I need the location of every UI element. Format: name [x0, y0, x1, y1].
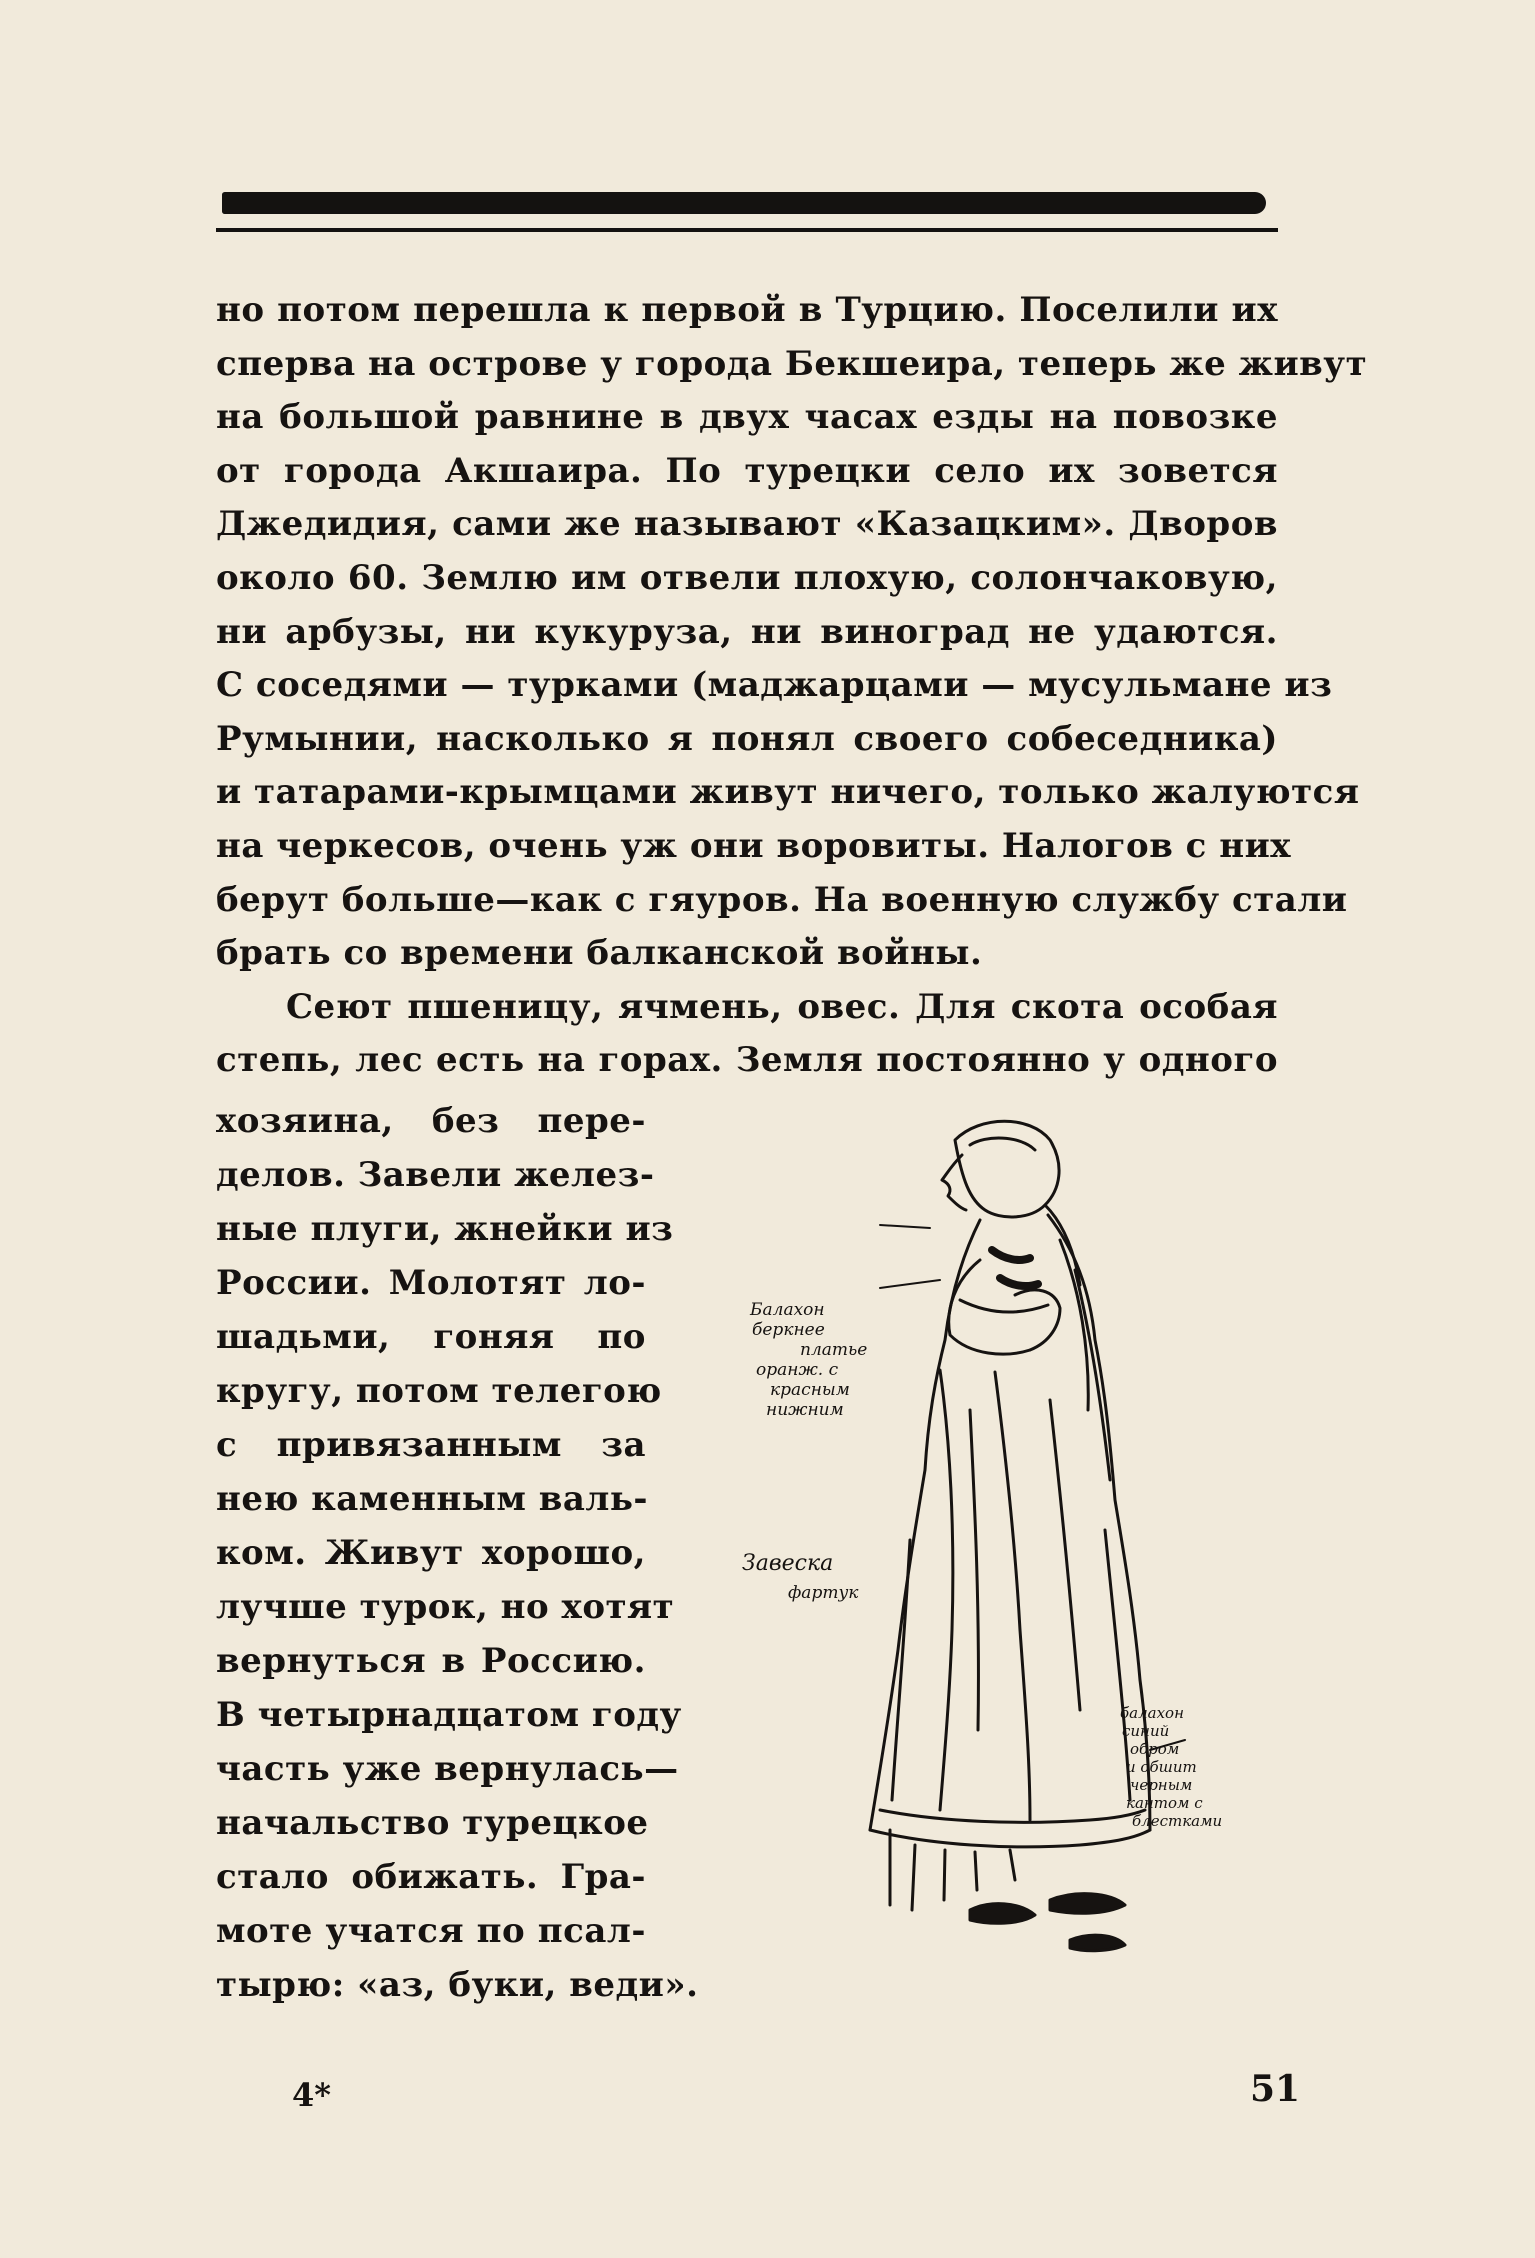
text-line: вернуться в Россию. — [216, 1641, 646, 1681]
costume-illustration — [730, 1110, 1270, 1990]
annotation-line: блестками — [1132, 1812, 1223, 1830]
text-line: сперва на острове у города Бекшеира, теперь же живут — [216, 343, 1368, 384]
text-line: моте учатся по псал- — [216, 1911, 646, 1951]
text-line: кругу, потом телегою — [216, 1371, 662, 1411]
text-line: Джедидия, сами же называют «Казацким». Дворов — [216, 504, 1278, 545]
text-line: на большой равнине в двух часах езды на повозке — [216, 397, 1278, 438]
text-line: делов. Завели желез- — [216, 1155, 655, 1195]
text-line: начальство турецкое — [216, 1803, 649, 1843]
annotation-line: нижним — [766, 1400, 844, 1420]
text-line: часть уже вернулась— — [216, 1749, 679, 1789]
text-line: от города Акшаира. По турецки село их зовется — [216, 450, 1278, 491]
header-thick-rule — [222, 192, 1266, 214]
text-line: Румынии, насколько я понял своего собеседника) — [216, 718, 1278, 759]
text-line: шадьми, гоняя по — [216, 1317, 646, 1357]
text-line: степь, лес есть на горах. Земля постоянно у одного — [216, 1040, 1278, 1081]
header-thin-rule — [216, 228, 1278, 232]
text-line: хозяина, без пере- — [216, 1101, 646, 1141]
text-line: ком. Живут хорошо, — [216, 1533, 646, 1573]
annotation-line: кантом с — [1126, 1794, 1203, 1812]
text-line: ни арбузы, ни кукуруза, ни виноград не удаются. — [216, 611, 1278, 652]
text-line: лучше турок, но хотят — [216, 1587, 675, 1627]
annotation-line: фартук — [788, 1583, 859, 1603]
annotation-line: красным — [770, 1380, 850, 1400]
text-line: берут больше—как с гяуров. На военную службу стали — [216, 879, 1348, 920]
annotation-line: Балахон — [750, 1300, 825, 1320]
woman-figure-drawing — [730, 1110, 1270, 1990]
annotation-line: беркнее — [752, 1320, 825, 1340]
body-text-column — [216, 1094, 699, 2012]
annotation-line: черным — [1130, 1776, 1193, 1794]
annotation-line: обром — [1130, 1740, 1180, 1758]
text-line: но потом перешла к первой в Турцию. Поселили их — [216, 290, 1278, 330]
annotation-line: синий — [1122, 1722, 1170, 1740]
text-line: тырю: «аз, буки, веди». — [216, 1965, 699, 2005]
text-line: ные плуги, жнейки из — [216, 1209, 674, 1249]
text-line: нею каменным валь- — [216, 1479, 649, 1519]
text-line: Сеют пшеницу, ячмень, овес. Для скота особая — [286, 986, 1278, 1027]
body-text-full-width — [216, 284, 1368, 1088]
annotation-line: балахон — [1120, 1704, 1184, 1722]
annotation-line: и обшит — [1126, 1758, 1197, 1776]
text-line: России. Молотят ло- — [216, 1263, 646, 1303]
annotation-line: Завеска — [742, 1551, 834, 1576]
text-line: на черкесов, очень уж они воровиты. Налогов с них — [216, 825, 1292, 866]
handwritten-annotations — [742, 1300, 1222, 1830]
page-number: 51 — [1250, 2068, 1301, 2110]
text-line: с привязанным за — [216, 1425, 646, 1465]
text-line: около 60. Землю им отвели плохую, солончаковую, — [216, 557, 1278, 598]
text-line: брать со времени балканской войны. — [216, 933, 983, 974]
annotation-line: платье — [800, 1340, 868, 1360]
signature-mark: 4* — [292, 2076, 331, 2114]
text-line: С соседями — турками (маджарцами — мусульмане из — [216, 665, 1333, 706]
annotation-line: оранж. с — [756, 1360, 839, 1380]
text-line: стало обижать. Гра- — [216, 1857, 646, 1897]
text-line: В четырнадцатом году — [216, 1695, 682, 1735]
text-line: и татарами-крымцами живут ничего, только жалуются — [216, 772, 1360, 813]
